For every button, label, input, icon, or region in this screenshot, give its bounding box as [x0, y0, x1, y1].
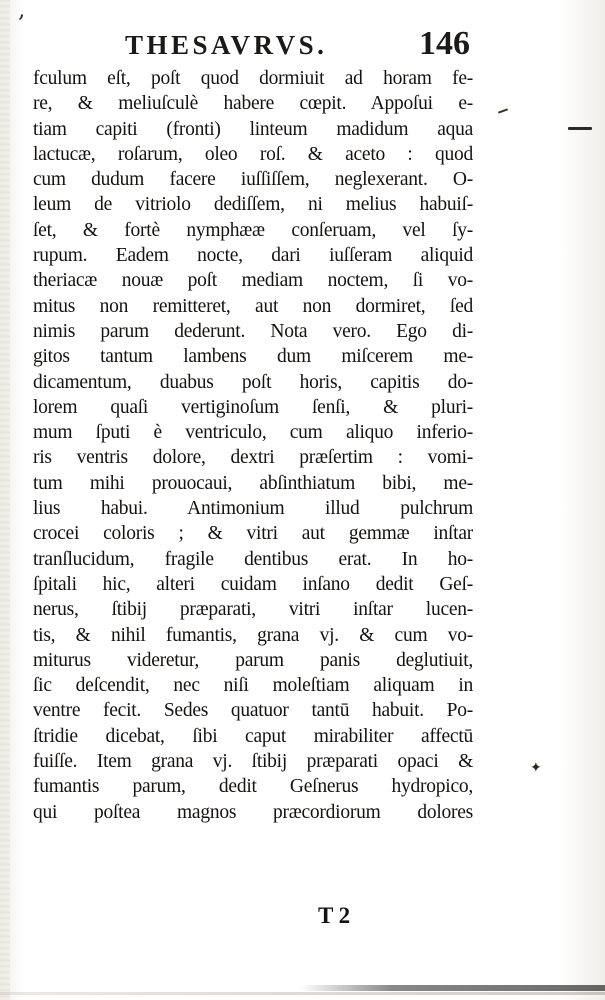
running-head: THESAVRVS. — [125, 30, 328, 60]
text-line: lorem quaſi vertiginoſum ſenſi, & pluri- — [33, 396, 473, 418]
text-line: leum de vitriolo dediſſem, ni melius habuiſ- — [33, 194, 473, 216]
text-line: tiam capiti (fronti) linteum madidum aqua — [33, 118, 473, 140]
text-line: gitos tantum lambens dum miſcerem me- — [33, 346, 473, 368]
text-line: theriacæ nouæ poſt mediam noctem, ſi vo- — [33, 270, 473, 292]
text-line: tum mihi prouocaui, abſinthiatum bibi, me- — [33, 472, 473, 494]
text-line: nimis parum dederunt. Nota vero. Ego di- — [33, 320, 473, 342]
text-line: lius habui. Antimonium illud pulchrum — [33, 498, 473, 520]
body-text — [33, 66, 473, 825]
text-line: ris ventris dolore, dextri præſertim : vomi- — [33, 447, 473, 469]
page-bottom-edge — [0, 992, 605, 995]
text-line: dicamentum, duabus poſt horis, capitis do- — [33, 371, 473, 393]
margin-dash-mark — [568, 127, 592, 130]
text-line: tis, & nihil fumantis, grana vj. & cum vo- — [33, 624, 473, 646]
text-line: tranſlucidum, fragile dentibus erat. In ho- — [33, 548, 473, 570]
page-bottom-shadow — [300, 985, 605, 991]
text-line: fculum eſt, poſt quod dormiuit ad horam fe- — [33, 68, 473, 89]
text-line: fumantis parum, dedit Geſnerus hydropico, — [33, 776, 473, 798]
text-line: qui poſtea magnos præcordiorum dolores — [33, 801, 473, 823]
text-line: nerus, ſtibij præparati, vitri inſtar lucen- — [33, 599, 473, 621]
signature-mark: T 2 — [318, 903, 351, 928]
text-line: ſet, & fortè nymphææ conſeruam, vel ſy- — [33, 219, 473, 241]
text-line: cum dudum facere iuſſiſſem, neglexerant. O- — [33, 169, 473, 191]
text-line: ventre fecit. Sedes quatuor tantū habuit. Po- — [33, 700, 473, 722]
margin-star-mark: ✦ — [530, 760, 542, 776]
text-line: miturus videretur, parum panis deglutiuit, — [33, 649, 473, 671]
ink-stroke — [498, 108, 508, 113]
text-line: lactucæ, roſarum, oleo roſ. & aceto : quod — [33, 143, 473, 165]
gutter-shadow — [0, 0, 10, 1000]
text-line: mitus non remitteret, aut non dormiret, ſed — [33, 295, 473, 317]
text-line: rupum. Eadem nocte, dari iuſſeram aliquid — [33, 245, 473, 267]
page-number: 146 — [419, 25, 470, 62]
text-line: mum ſputi è ventriculo, cum aliquo inferio- — [33, 422, 473, 444]
text-line: ſtridie dicebat, ſibi caput mirabiliter affectū — [33, 725, 473, 747]
text-line: crocei coloris ; & vitri aut gemmæ inſtar — [33, 523, 473, 545]
ink-mark-top: ‚ — [18, 0, 25, 23]
text-line: fuiſſe. Item grana vj. ſtibij præparati opaci & — [33, 751, 473, 773]
text-line: ſpitali hic, alteri cuidam inſano dedit Geſ- — [33, 573, 473, 595]
text-line: ſic deſcendit, nec niſi moleſtiam aliquam in — [33, 675, 473, 697]
text-line: re, & meliuſculè habere cœpit. Appoſui e- — [33, 93, 473, 115]
